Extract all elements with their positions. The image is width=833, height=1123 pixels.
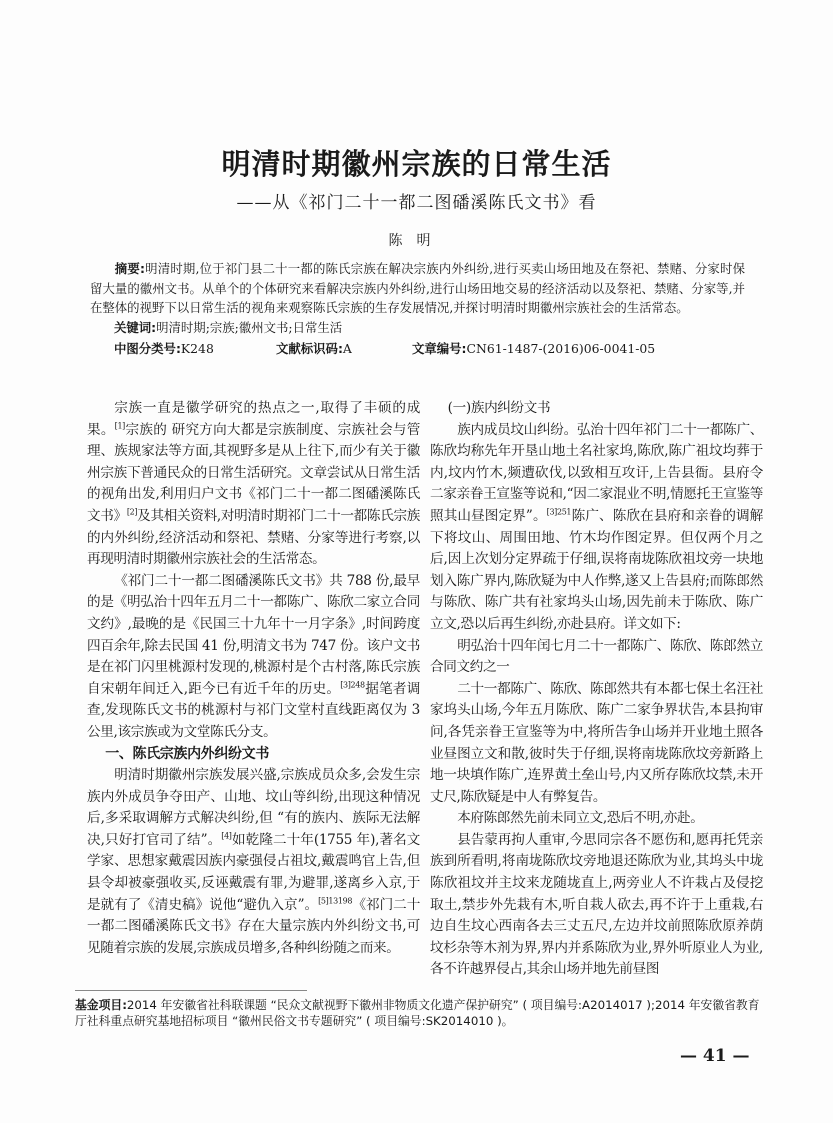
document-paragraph: 二十一都陈广、陈欣、陈郎然共有本都七保土名汪社家坞头山场,今年五月陈欣、陈广二家争界状告,本县拘审问,各凭亲眷王宣鉴等为中,将所告争山场并开业地土照各业昼图立文和散,彼时失于仔细,误将南垅陈欣坟旁新路上地一块填作陈广,连界黄土垒山号,内又所存陈欣坟禁,未开丈尺,陈欣疑是中人有弊复告。 <box>430 680 763 805</box>
author-name: 陈明 <box>388 233 445 249</box>
funding-label: 基金项目: <box>75 998 127 1012</box>
paragraph <box>87 765 420 959</box>
article-subtitle: ——从《祁门二十一都二图磻溪陈氏文书》看 <box>236 193 597 213</box>
keywords <box>114 318 745 338</box>
citation: [3]248 <box>340 680 365 690</box>
text: 明清时期徽州宗族发展兴盛,宗族成员众多,会发生宗族内外成员争夺田产、山地、坟山等纠纷,出现这种情况后,多采取调解方式解决纠纷,但 “有的族内、族际无法解决,只好打官司了结”。 <box>87 767 420 848</box>
document-code-label: 文献标识码: <box>276 341 343 356</box>
abstract-label: 摘要: <box>114 261 145 276</box>
article-number-value: CN61-1487-(2016)06-0041-05 <box>466 341 656 356</box>
paragraph <box>430 420 763 636</box>
clc-number <box>114 339 276 359</box>
text: 《祁门二十一都二图磻溪陈氏文书》共 788 份,最早的是《明弘治十四年五月二十一都陈广、陈欣二家立合同文约》,最晚的是《民国三十九年十一月字条》,时间跨度四百余年,除去民国 41 份,明清文书为 747 份。该户文书是在祁门闪里桃源村发现的,桃源村是个古村落,陈氏宗族自宋朝年间迁入,距今已有近千年的历史。 <box>87 572 420 697</box>
document-paragraph: 本府陈郎然先前未同立文,恐后不明,亦赴。 <box>457 810 704 827</box>
paragraph <box>87 571 420 744</box>
keywords-label: 关键词: <box>114 319 157 335</box>
text: 《祁门二十一都二图磻溪陈氏文书》存在大量宗族内外纠纷文书,可见随着宗族的发展,宗族成员增多,各种纠纷随之而来。 <box>87 896 420 956</box>
citation: [3]251 <box>546 507 572 517</box>
clc-label: 中图分类号: <box>114 341 181 356</box>
citation: [4] <box>221 831 232 841</box>
document-code <box>276 339 412 359</box>
document-code-value: A <box>342 341 352 356</box>
text: 据笔者调查,发现陈氏文书的桃源村与祁门文堂村直线距离仅为 3 公里,该宗族或为文堂陈氏分支。 <box>87 680 420 740</box>
subsection-heading: (一)族内纠纷文书 <box>447 400 551 416</box>
text: 陈广、陈欣在县府和亲眷的调解下将坟山、周围田地、竹木均作图定界。但仅两个月之后,因上次划分定界疏于仔细,误将南垅陈欣祖坟旁一块地划入陈广界内,陈欣疑为中人作弊,遂又上告县府;而陈郎然与陈欣、陈广共有社家坞头山场,因先前未于陈欣、陈广立文,恐以后再生纠纷,亦赴县府。详文如下: <box>430 507 763 632</box>
text: 宗族的 研究方向大都是宗族制度、宗族社会与管理、族规家法等方面,其视野多是从上往下,而少有关于徽州宗族下普通民众的日常生活研究。文章尝试从日常生活的视角出发,利用归户文书《祁门二十一都二图磻溪陈氏文书》 <box>87 421 420 524</box>
right-column <box>430 398 763 981</box>
left-column <box>87 398 420 981</box>
paragraph <box>87 398 420 571</box>
article-number-label: 文章编号: <box>412 341 467 356</box>
clc-value: K248 <box>180 341 214 356</box>
funding-footnote <box>75 997 765 1029</box>
funding-text: 2014 年安徽省社科联课题 “民众文献视野下徽州非物质文化遗产保护研究” ( 项目编号:A2014017 );2014 年安徽省教育厅社科重点研究基地招标项目 “徽州民俗文书专题研究” ( 项目编号:SK2014010 )。 <box>75 998 760 1028</box>
citation: [1] <box>114 421 125 431</box>
text: 族内成员坟山纠纷。弘治十四年祁门二十一都陈广、陈欣均称先年开垦山地土名社家坞,陈欣,陈广祖坟均葬于内,坟内竹木,频遭砍伐,以致相互攻讦,上告县衙。县府令二家亲眷王宣鉴等说和,“因二家混业不明,情愿托王宣鉴等照其山昼图定界”。 <box>430 421 763 524</box>
body-columns <box>87 398 763 981</box>
document-paragraph: 县告蒙再拘人重审,今思同宗各不愿伤和,愿再托凭亲族到所看明,将南垅陈欣坟旁地退还陈欣为业,其坞头中垅陈欣祖坟并主坟来龙随垅直上,两旁业人不许栽占及侵挖取土,禁步外先栽有木,听自栽人砍去,再不许于上重栽,右边自生坟心西南各去三丈五尺,左边并坟前照陈欣原养荫坟杉杂等木剂为界,界内并系陈欣为业,界外听原业人为业,各不许越界侵占,其余山场并地先前昼图 <box>430 831 763 978</box>
text: 如乾隆二十年(1755 年),著名文学家、思想家戴震因族内豪强侵占祖坟,戴震鸣官上告,但县令却被豪强收买,反诬戴震有罪,为避罪,遂离乡入京,于是就有了《清史稿》说他“避仇入京”。 <box>87 831 421 913</box>
article-number <box>412 339 655 359</box>
text: 及其相关资料,对明清时期祁门二十一都陈氏宗族的内外纠纷,经济活动和祭祀、禁赌、分家等进行考察,以再现明清时期徽州宗族社会的生活常态。 <box>87 507 420 568</box>
abstract <box>90 259 745 318</box>
article-title: 明清时期徽州宗族的日常生活 <box>221 147 612 181</box>
abstract-text: 明清时期,位于祁门县二十一都的陈氏宗族在解决宗族内外纠纷,进行买卖山场田地及在祭祀、禁赌、分家时保留大量的徽州文书。从单个的个体研究来看解决宗族内外纠纷,进行山场田地交易的经济活动以及祭祀、禁赌、分家等,并在整体的视野下以日常生活的视角来观察陈氏宗族的生存发展情况,并探讨明清时期徽州宗族社会的生活常态。 <box>90 261 745 315</box>
page-number: — 41 — <box>680 1046 750 1066</box>
citation: [5]13198 <box>318 896 353 906</box>
footnote-divider <box>75 990 307 991</box>
document-title: 明弘治十四年闰七月二十一都陈广、陈欣、陈郎然立合同文约之一 <box>430 637 763 676</box>
keywords-text: 明清时期;宗族;徽州文书;日常生活 <box>156 319 343 335</box>
text: 宗族一直是徽学研究的热点之一,取得了丰硕的成果。 <box>87 400 420 438</box>
section-heading: 一、陈氏宗族内外纠纷文书 <box>105 745 269 762</box>
article-meta <box>114 339 745 359</box>
front-matter <box>90 259 745 359</box>
citation: [2] <box>126 507 138 517</box>
